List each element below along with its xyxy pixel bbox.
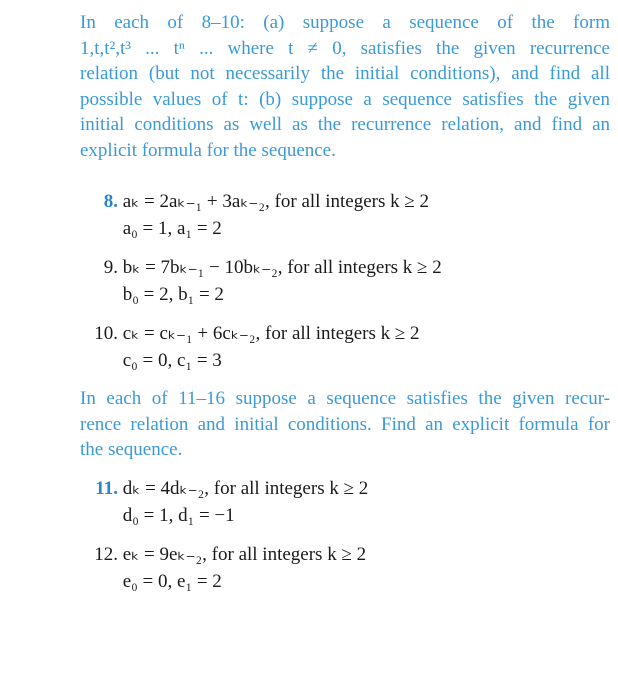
intro-line: explicit formula for the sequence. [80, 139, 336, 161]
problem-number: 8. [103, 191, 118, 212]
intro-line: possible values of t: (b) suppose a sequence satisfies the given [80, 88, 610, 110]
recurrence-relation: eₖ = 9eₖ₋₂, for all integers k ≥ 2 [122, 544, 367, 565]
recurrence-relation: bₖ = 7bₖ₋₁ − 10bₖ₋₂, for all integers k ≥ 2 [122, 257, 442, 278]
problem-number: 9. [103, 257, 118, 278]
intro-line: rence relation and initial conditions. Find an explicit formula for [80, 413, 610, 435]
recurrence-relation: aₖ = 2aₖ₋₁ + 3aₖ₋₂, for all integers k ≥ 2 [122, 191, 430, 212]
problem-8 [78, 188, 598, 242]
intro-paragraph-8-10 [80, 10, 610, 164]
intro-paragraph-11-16 [80, 386, 610, 463]
intro-line: 1,t,t²,t³ ... tⁿ ... where t ≠ 0, satisfies the given recurrence [80, 37, 610, 59]
initial-conditions: d₀ = 1, d₁ = −1 [122, 505, 235, 526]
initial-conditions: b₀ = 2, b₁ = 2 [122, 284, 224, 305]
problem-9 [78, 254, 598, 308]
intro-line: In each of 11–16 suppose a sequence satisfies the given recur- [80, 388, 610, 409]
problem-number: 10. [94, 323, 118, 344]
intro-line: the sequence. [80, 439, 183, 461]
problem-10 [78, 320, 598, 374]
initial-conditions: a₀ = 1, a₁ = 2 [122, 218, 222, 239]
problem-11 [78, 475, 598, 529]
recurrence-relation: dₖ = 4dₖ₋₂, for all integers k ≥ 2 [122, 478, 369, 499]
initial-conditions: c₀ = 0, c₁ = 3 [122, 350, 222, 371]
recurrence-relation: cₖ = cₖ₋₁ + 6cₖ₋₂, for all integers k ≥ 2 [122, 323, 420, 344]
problem-number: 12. [94, 544, 118, 565]
problem-12 [78, 541, 598, 595]
initial-conditions: e₀ = 0, e₁ = 2 [122, 571, 222, 592]
intro-line: initial conditions as well as the recurrence relation, and find an [80, 114, 610, 136]
intro-line: In each of 8–10: (a) suppose a sequence of the form [80, 12, 610, 33]
problem-number: 11. [95, 478, 118, 499]
intro-line: relation (but not necessarily the initial conditions), and find all [80, 63, 610, 85]
